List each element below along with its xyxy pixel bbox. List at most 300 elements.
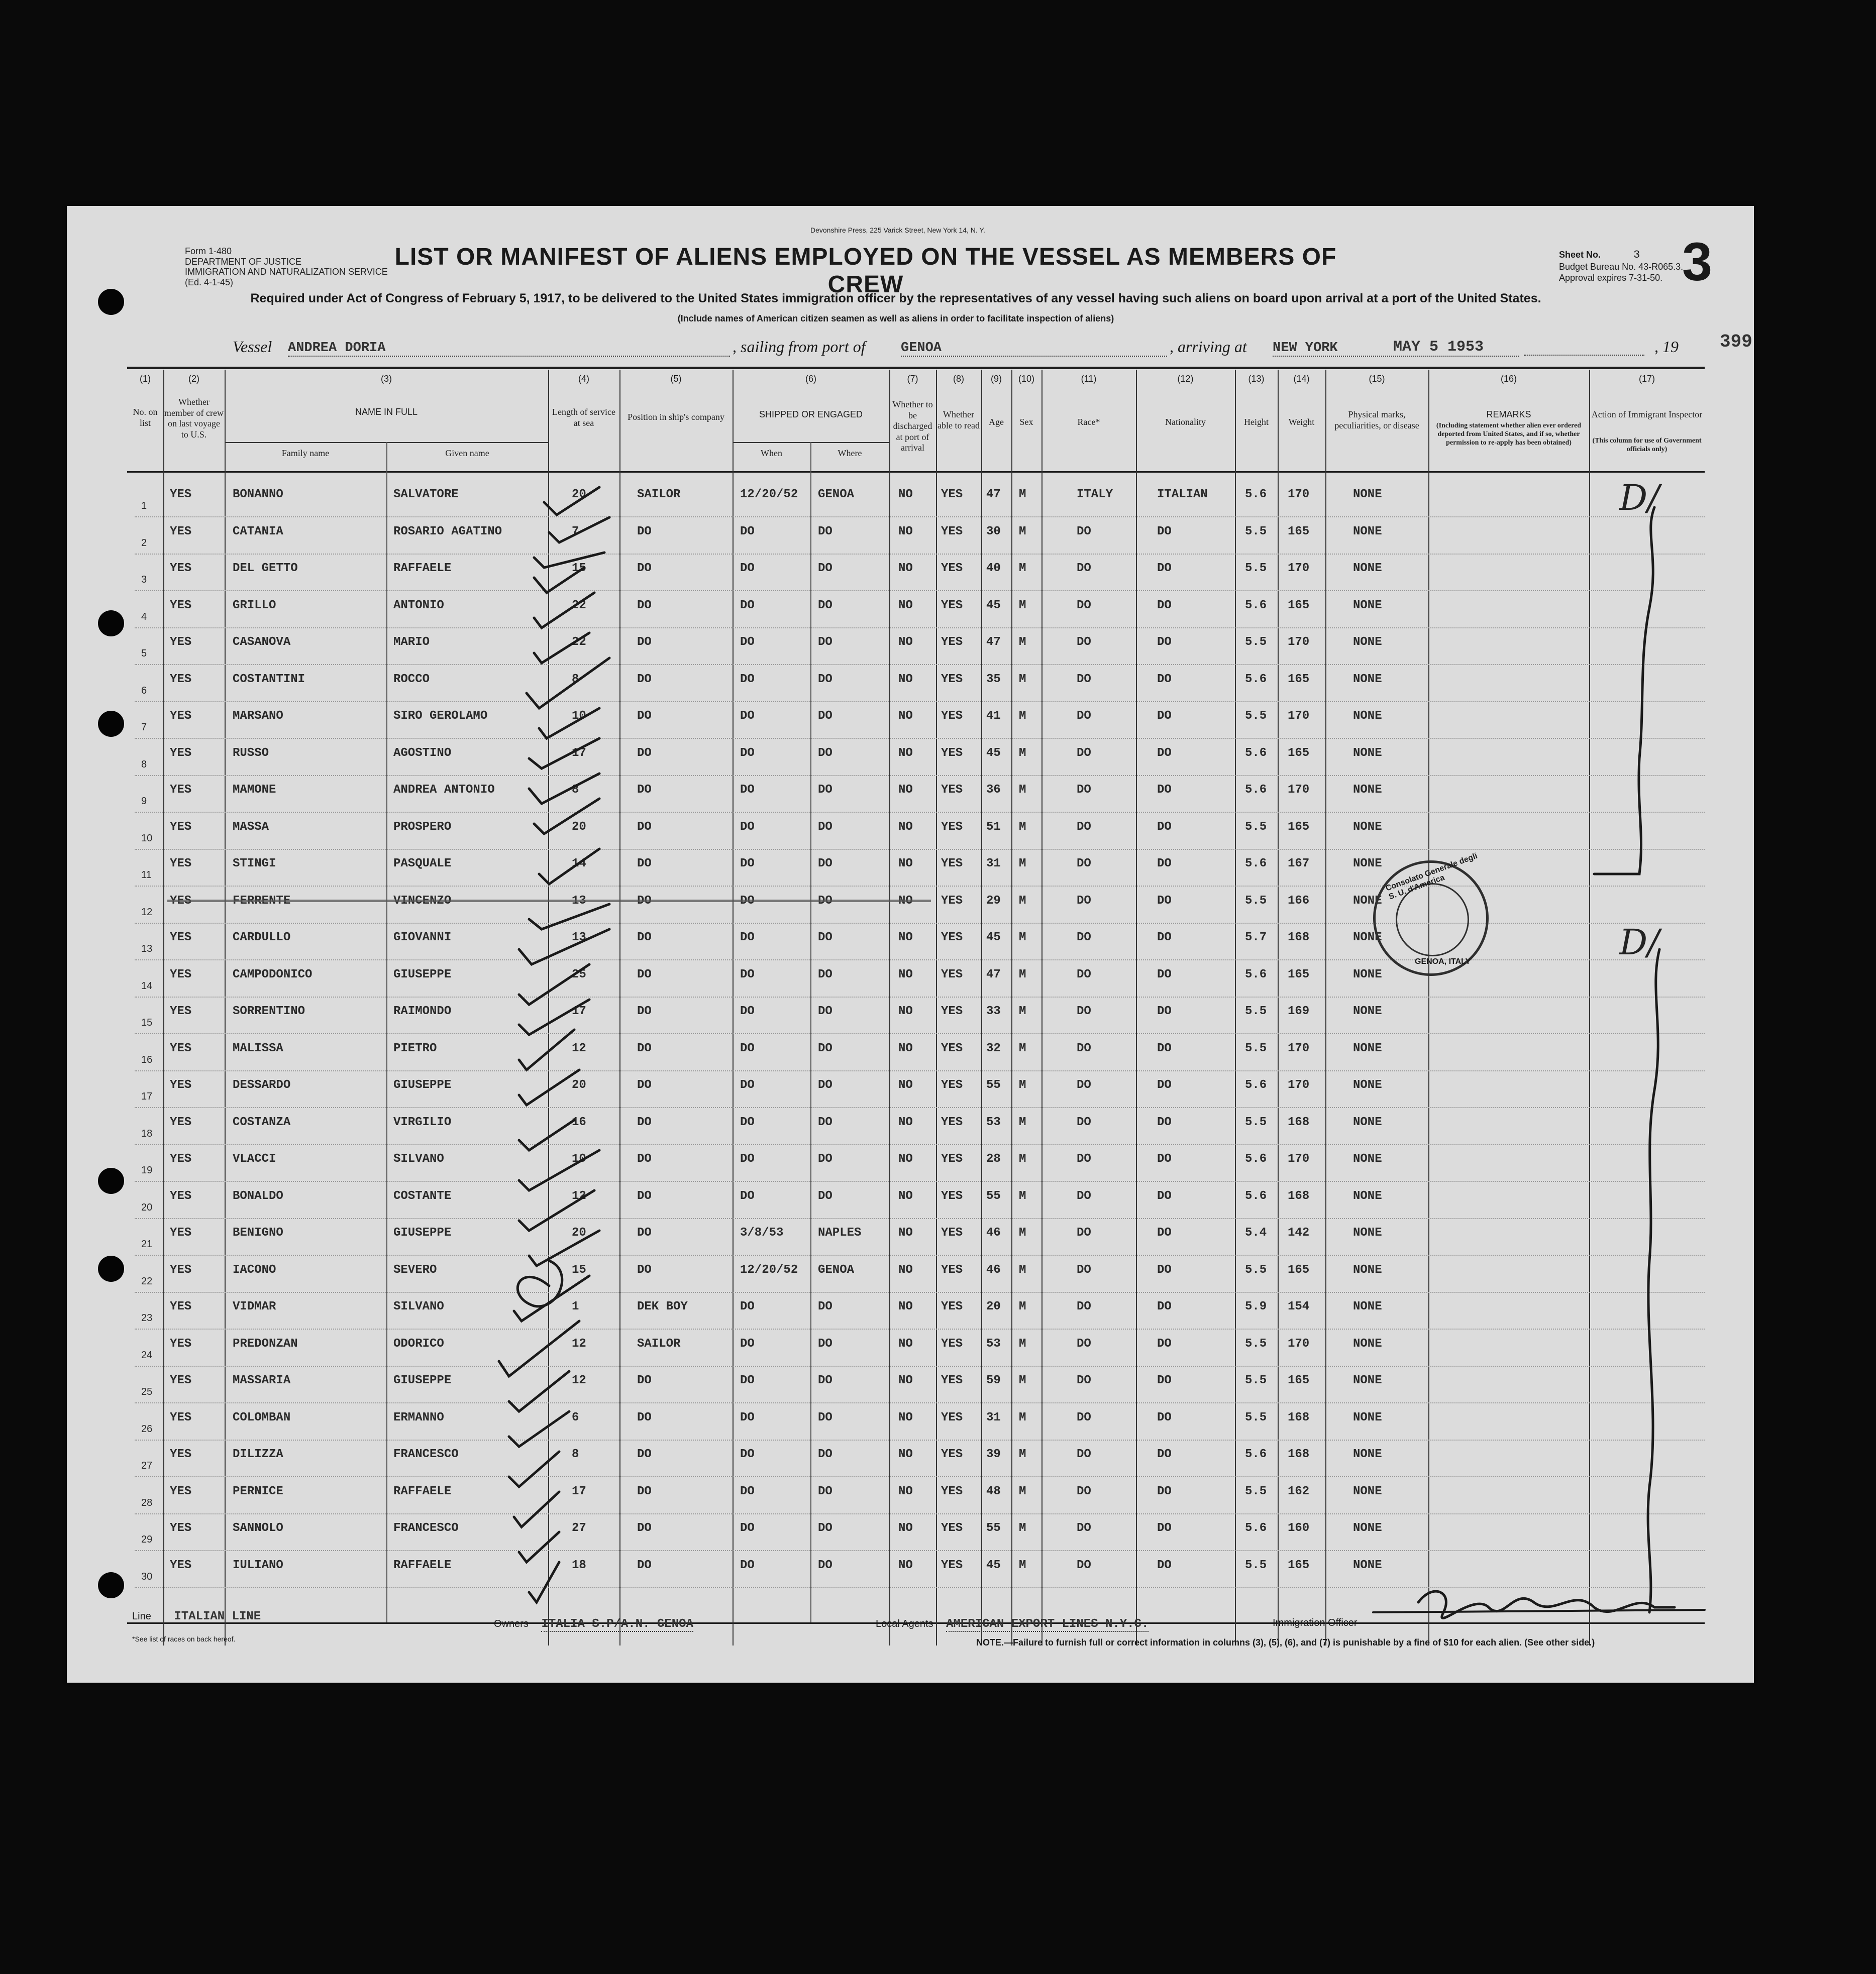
cell-service: 17: [572, 1005, 586, 1018]
header-remarks: REMARKS: [1486, 409, 1531, 419]
cell-read: YES: [941, 820, 963, 834]
cell-race: ITALY: [1077, 488, 1113, 501]
cell-nationality: DO: [1157, 1300, 1172, 1313]
row-number: 22: [141, 1275, 153, 1287]
cell-discharged: NO: [898, 598, 913, 612]
cell-where: GENOA: [818, 488, 855, 501]
cell-where: DO: [818, 672, 832, 686]
cell-family: MASSARIA: [233, 1374, 291, 1387]
cell-when: DO: [740, 1115, 755, 1129]
cell-given: ODORICO: [393, 1337, 444, 1351]
row-number: 27: [141, 1460, 153, 1471]
cell-height: 5.5: [1245, 635, 1267, 649]
column-number: (7): [907, 374, 918, 384]
cell-race: DO: [1077, 1484, 1091, 1498]
cell-service: 1: [572, 1300, 579, 1313]
cell-weight: 165: [1288, 820, 1310, 834]
cell-given: RAFFAELE: [393, 562, 452, 575]
cell-marks: NONE: [1353, 1226, 1382, 1240]
cell-where: DO: [818, 931, 832, 944]
cell-given: GIUSEPPE: [393, 967, 452, 981]
row-number: 15: [141, 1017, 153, 1028]
cell-sex: M: [1019, 1448, 1026, 1461]
column-number: (11): [1081, 374, 1097, 384]
column-number: (16): [1500, 374, 1517, 384]
cell-marks: NONE: [1353, 1521, 1382, 1535]
cell-read: YES: [941, 783, 963, 797]
cell-crew: YES: [170, 1558, 192, 1572]
row-number: 8: [141, 758, 147, 770]
column-number: (15): [1369, 374, 1385, 384]
cell-service: 8: [572, 783, 579, 797]
cell-sex: M: [1019, 783, 1026, 797]
cell-where: DO: [818, 635, 832, 649]
cell-read: YES: [941, 967, 963, 981]
cell-sex: M: [1019, 1558, 1026, 1572]
row-number: 2: [141, 537, 147, 549]
cell-discharged: NO: [898, 1263, 913, 1277]
cell-given: VIRGILIO: [393, 1115, 452, 1129]
header-age: Age: [989, 417, 1004, 427]
cell-given: FRANCESCO: [393, 1448, 459, 1461]
row-number: 20: [141, 1201, 153, 1213]
cell-age: 36: [986, 783, 1001, 797]
cell-crew: YES: [170, 857, 192, 870]
cell-given: MARIO: [393, 635, 430, 649]
cell-weight: 165: [1288, 672, 1310, 686]
cell-family: STINGI: [233, 857, 276, 870]
cell-sex: M: [1019, 931, 1026, 944]
cell-read: YES: [941, 1448, 963, 1461]
cell-nationality: DO: [1157, 783, 1172, 797]
cell-given: GIUSEPPE: [393, 1226, 452, 1240]
cell-read: YES: [941, 1484, 963, 1498]
cell-when: DO: [740, 1374, 755, 1387]
cell-sex: M: [1019, 857, 1026, 870]
cell-height: 5.6: [1245, 967, 1267, 981]
cell-weight: 166: [1288, 894, 1310, 908]
cell-when: DO: [740, 1521, 755, 1535]
footer-owners: [494, 1617, 693, 1631]
cell-family: PREDONZAN: [233, 1337, 298, 1351]
cell-race: DO: [1077, 524, 1091, 538]
cell-nationality: DO: [1157, 1410, 1172, 1424]
cell-read: YES: [941, 1337, 963, 1351]
cell-where: DO: [818, 746, 832, 760]
cell-race: DO: [1077, 1300, 1091, 1313]
cell-height: 5.5: [1245, 1115, 1267, 1129]
cell-read: YES: [941, 1005, 963, 1018]
cell-height: 5.7: [1245, 931, 1267, 944]
arrival-date: MAY 5 1953: [1393, 339, 1484, 356]
cell-family: MAMONE: [233, 783, 276, 797]
cell-crew: YES: [170, 746, 192, 760]
cell-given: GIUSEPPE: [393, 1374, 452, 1387]
cell-read: YES: [941, 857, 963, 870]
row-number: 1: [141, 500, 147, 511]
cell-weight: 168: [1288, 1410, 1310, 1424]
cell-crew: YES: [170, 931, 192, 944]
cell-race: DO: [1077, 931, 1091, 944]
cell-read: YES: [941, 598, 963, 612]
cell-crew: YES: [170, 1115, 192, 1129]
row-number: 24: [141, 1349, 153, 1361]
header-given-name: Given name: [445, 448, 489, 458]
fine-note: NOTE.—Failure to furnish full or correct information in columns (3), (5), (6), and (7) is punishable by a fine of $10 for each alien. (See other side.): [976, 1637, 1595, 1648]
cell-service: 16: [572, 1115, 586, 1129]
cell-given: SILVANO: [393, 1152, 444, 1166]
cell-service: 7: [572, 524, 579, 538]
punch-hole: [98, 1572, 124, 1598]
cell-given: RAFFAELE: [393, 1484, 452, 1498]
cell-read: YES: [941, 1410, 963, 1424]
header-no-on-list: No. on list: [133, 407, 158, 428]
cell-age: 47: [986, 635, 1001, 649]
cell-marks: NONE: [1353, 598, 1382, 612]
row-number: 23: [141, 1312, 153, 1324]
row-number: 19: [141, 1165, 153, 1176]
footer-officer: Immigration Officer: [1273, 1617, 1358, 1628]
cell-age: 20: [986, 1300, 1001, 1313]
row-number: 13: [141, 943, 153, 954]
punch-hole: [98, 711, 124, 737]
cell-sex: M: [1019, 1226, 1026, 1240]
cell-read: YES: [941, 1263, 963, 1277]
cell-read: YES: [941, 1521, 963, 1535]
header-race: Race*: [1077, 417, 1100, 427]
cell-height: 5.5: [1245, 1410, 1267, 1424]
cell-position: DO: [637, 1521, 652, 1535]
cell-discharged: NO: [898, 562, 913, 575]
cell-weight: 170: [1288, 783, 1310, 797]
cell-given: ROCCO: [393, 672, 430, 686]
cell-crew: YES: [170, 524, 192, 538]
header-family-name: Family name: [281, 448, 330, 458]
cell-sex: M: [1019, 894, 1026, 908]
cell-when: 12/20/52: [740, 1263, 798, 1277]
cell-race: DO: [1077, 894, 1091, 908]
cell-marks: NONE: [1353, 1078, 1382, 1092]
column-number: (8): [953, 374, 964, 384]
cell-discharged: NO: [898, 709, 913, 723]
cell-crew: YES: [170, 1374, 192, 1387]
cell-sex: M: [1019, 967, 1026, 981]
cell-crew: YES: [170, 1484, 192, 1498]
cell-nationality: DO: [1157, 1152, 1172, 1166]
cell-sex: M: [1019, 488, 1026, 501]
header-nationality: Nationality: [1165, 417, 1206, 427]
cell-discharged: NO: [898, 1189, 913, 1203]
cell-position: DO: [637, 1374, 652, 1387]
cell-when: DO: [740, 967, 755, 981]
cell-service: 17: [572, 1484, 586, 1498]
cell-race: DO: [1077, 1041, 1091, 1055]
cell-marks: NONE: [1353, 488, 1382, 501]
cell-service: 17: [572, 746, 586, 760]
cell-read: YES: [941, 931, 963, 944]
cell-marks: NONE: [1353, 1005, 1382, 1018]
cell-position: DO: [637, 1115, 652, 1129]
cell-discharged: NO: [898, 1152, 913, 1166]
cell-given: SALVATORE: [393, 488, 459, 501]
cell-crew: YES: [170, 1337, 192, 1351]
row-number: 11: [141, 869, 152, 881]
column-number: (3): [381, 374, 392, 384]
cell-read: YES: [941, 1152, 963, 1166]
row-number: 26: [141, 1423, 153, 1435]
cell-service: 13: [572, 931, 586, 944]
cell-read: YES: [941, 709, 963, 723]
cell-read: YES: [941, 1115, 963, 1129]
cell-age: 40: [986, 562, 1001, 575]
cell-service: 8: [572, 672, 579, 686]
cell-read: YES: [941, 1558, 963, 1572]
header-inspector-note: (This column for use of Government officials only): [1592, 437, 1702, 453]
cell-nationality: ITALIAN: [1157, 488, 1208, 501]
cell-where: DO: [818, 1448, 832, 1461]
cell-where: DO: [818, 1558, 832, 1572]
header-sex: Sex: [1019, 417, 1033, 427]
cell-where: DO: [818, 783, 832, 797]
header-position: Position in ship's company: [628, 412, 724, 422]
cell-given: COSTANTE: [393, 1189, 452, 1203]
cell-race: DO: [1077, 1558, 1091, 1572]
cell-family: SANNOLO: [233, 1521, 283, 1535]
cell-weight: 165: [1288, 598, 1310, 612]
cell-given: GIUSEPPE: [393, 1078, 452, 1092]
cell-when: DO: [740, 1337, 755, 1351]
cell-when: DO: [740, 562, 755, 575]
cell-discharged: NO: [898, 1041, 913, 1055]
cell-read: YES: [941, 1078, 963, 1092]
page-title: LIST OR MANIFEST OF ALIENS EMPLOYED ON THE VESSEL AS MEMBERS OF CREW: [394, 244, 1337, 298]
cell-position: DO: [637, 1448, 652, 1461]
sheet-number-large: 3: [1682, 231, 1713, 292]
cell-sex: M: [1019, 1337, 1026, 1351]
cell-age: 32: [986, 1041, 1001, 1055]
cell-family: PERNICE: [233, 1484, 283, 1498]
cell-given: PIETRO: [393, 1041, 437, 1055]
cell-race: DO: [1077, 1152, 1091, 1166]
cell-age: 55: [986, 1521, 1001, 1535]
cell-marks: NONE: [1353, 635, 1382, 649]
header-length-of-service: Length of service at sea: [552, 407, 615, 428]
cell-weight: 170: [1288, 1337, 1310, 1351]
cell-where: DO: [818, 524, 832, 538]
cell-age: 53: [986, 1115, 1001, 1129]
cell-weight: 168: [1288, 1189, 1310, 1203]
cell-service: 22: [572, 635, 586, 649]
cell-given: PROSPERO: [393, 820, 452, 834]
cell-discharged: NO: [898, 1226, 913, 1240]
sailing-label: , sailing from port of: [733, 338, 866, 356]
cell-crew: YES: [170, 1521, 192, 1535]
agents-value: AMERICAN EXPORT LINES N.Y.C.: [946, 1617, 1149, 1631]
row-number: 3: [141, 574, 147, 585]
cell-height: 5.4: [1245, 1226, 1267, 1240]
cell-when: DO: [740, 1448, 755, 1461]
row-number: 7: [141, 722, 147, 733]
cell-when: DO: [740, 672, 755, 686]
cell-marks: NONE: [1353, 562, 1382, 575]
cell-crew: YES: [170, 967, 192, 981]
cell-race: DO: [1077, 672, 1091, 686]
cell-nationality: DO: [1157, 820, 1172, 834]
cell-marks: NONE: [1353, 1337, 1382, 1351]
cell-marks: NONE: [1353, 1410, 1382, 1424]
cell-position: DO: [637, 783, 652, 797]
cell-given: SIRO GEROLAMO: [393, 709, 488, 723]
cell-weight: 160: [1288, 1521, 1310, 1535]
cell-race: DO: [1077, 1337, 1091, 1351]
cell-service: 12: [572, 1189, 586, 1203]
cell-nationality: DO: [1157, 857, 1172, 870]
seal-text-bottom: GENOA, ITALY: [1415, 957, 1471, 966]
column-number: (2): [188, 374, 199, 384]
cell-given: PASQUALE: [393, 857, 452, 870]
cell-age: 48: [986, 1484, 1001, 1498]
cell-discharged: NO: [898, 1078, 913, 1092]
cell-age: 47: [986, 488, 1001, 501]
cell-weight: 165: [1288, 967, 1310, 981]
line-value: ITALIAN LINE: [174, 1610, 261, 1623]
cell-nationality: DO: [1157, 1521, 1172, 1535]
cell-service: 14: [572, 857, 586, 870]
cell-service: 6: [572, 1410, 579, 1424]
cell-height: 5.5: [1245, 894, 1267, 908]
cell-nationality: DO: [1157, 1558, 1172, 1572]
row-number: 18: [141, 1128, 153, 1139]
cell-height: 5.6: [1245, 1189, 1267, 1203]
header-weight: Weight: [1288, 417, 1315, 427]
cell-crew: YES: [170, 1410, 192, 1424]
cell-when: DO: [740, 598, 755, 612]
cell-discharged: NO: [898, 524, 913, 538]
row-number: 14: [141, 980, 153, 992]
cell-position: DO: [637, 1484, 652, 1498]
cell-given: SILVANO: [393, 1300, 444, 1313]
cell-nationality: DO: [1157, 1448, 1172, 1461]
cell-read: YES: [941, 524, 963, 538]
cell-sex: M: [1019, 1041, 1026, 1055]
cell-family: VIDMAR: [233, 1300, 276, 1313]
cell-family: IACONO: [233, 1263, 276, 1277]
cell-given: GIOVANNI: [393, 931, 452, 944]
cell-marks: NONE: [1353, 1152, 1382, 1166]
cell-service: 10: [572, 1152, 586, 1166]
cell-where: DO: [818, 1300, 832, 1313]
cell-height: 5.5: [1245, 562, 1267, 575]
cell-crew: YES: [170, 635, 192, 649]
cell-service: 10: [572, 709, 586, 723]
row-number: 28: [141, 1497, 153, 1508]
page-subtitle-note: (Include names of American citizen seamen as well as aliens in order to facilitate inspection of aliens): [677, 313, 1114, 323]
cell-when: DO: [740, 820, 755, 834]
cell-age: 45: [986, 1558, 1001, 1572]
column-number: (13): [1248, 374, 1265, 384]
cell-marks: NONE: [1353, 672, 1382, 686]
cell-position: DO: [637, 1263, 652, 1277]
cell-crew: YES: [170, 488, 192, 501]
cell-age: 45: [986, 598, 1001, 612]
list-number: 399: [1720, 332, 1752, 352]
cell-discharged: NO: [898, 1005, 913, 1018]
cell-age: 31: [986, 1410, 1001, 1424]
cell-height: 5.6: [1245, 857, 1267, 870]
cell-age: 29: [986, 894, 1001, 908]
cell-height: 5.6: [1245, 1448, 1267, 1461]
punch-hole: [98, 289, 124, 315]
cell-position: DO: [637, 1558, 652, 1572]
column-number: (1): [140, 374, 151, 384]
cell-given: AGOSTINO: [393, 746, 452, 760]
cell-weight: 170: [1288, 562, 1310, 575]
punch-hole: [98, 610, 124, 636]
cell-race: DO: [1077, 598, 1091, 612]
cell-nationality: DO: [1157, 967, 1172, 981]
header-discharged: Whether to be discharged at port of arrival: [892, 399, 933, 453]
cell-height: 5.5: [1245, 1558, 1267, 1572]
cell-sex: M: [1019, 1005, 1026, 1018]
cell-race: DO: [1077, 1263, 1091, 1277]
cell-where: DO: [818, 562, 832, 575]
cell-discharged: NO: [898, 1300, 913, 1313]
cell-height: 5.6: [1245, 1152, 1267, 1166]
header-height: Height: [1244, 417, 1269, 427]
cell-family: COSTANZA: [233, 1115, 291, 1129]
cell-service: 15: [572, 562, 586, 575]
cell-when: DO: [740, 635, 755, 649]
cell-position: DO: [637, 635, 652, 649]
cell-weight: 169: [1288, 1005, 1310, 1018]
cell-race: DO: [1077, 857, 1091, 870]
cell-discharged: NO: [898, 931, 913, 944]
cell-height: 5.6: [1245, 783, 1267, 797]
cell-marks: NONE: [1353, 820, 1382, 834]
cell-marks: NONE: [1353, 746, 1382, 760]
cell-weight: 170: [1288, 1041, 1310, 1055]
cell-weight: 170: [1288, 709, 1310, 723]
cell-discharged: NO: [898, 488, 913, 501]
cell-crew: YES: [170, 672, 192, 686]
cell-position: DO: [637, 1410, 652, 1424]
cell-crew: YES: [170, 709, 192, 723]
cell-where: DO: [818, 1041, 832, 1055]
cell-given: ANTONIO: [393, 598, 444, 612]
cell-position: DO: [637, 967, 652, 981]
cell-discharged: NO: [898, 746, 913, 760]
cell-family: DEL GETTO: [233, 562, 298, 575]
cell-family: IULIANO: [233, 1558, 283, 1572]
cell-marks: NONE: [1353, 1041, 1382, 1055]
cell-nationality: DO: [1157, 1374, 1172, 1387]
cell-sex: M: [1019, 1300, 1026, 1313]
cell-height: 5.6: [1245, 746, 1267, 760]
cell-position: DO: [637, 709, 652, 723]
cell-service: 8: [572, 1448, 579, 1461]
handwritten-check-marks: [67, 206, 1754, 1683]
budget-bureau: Budget Bureau No. 43-R065.3.: [1559, 262, 1684, 272]
cell-service: 12: [572, 1041, 586, 1055]
cell-position: DO: [637, 1005, 652, 1018]
cell-family: RUSSO: [233, 746, 269, 760]
cell-nationality: DO: [1157, 635, 1172, 649]
cell-family: BENIGNO: [233, 1226, 283, 1240]
cell-family: CASANOVA: [233, 635, 291, 649]
cell-sex: M: [1019, 1484, 1026, 1498]
arriving-port: NEW YORK: [1273, 341, 1519, 357]
owners-value: ITALIA S.P/A.N. GENOA: [541, 1617, 693, 1631]
